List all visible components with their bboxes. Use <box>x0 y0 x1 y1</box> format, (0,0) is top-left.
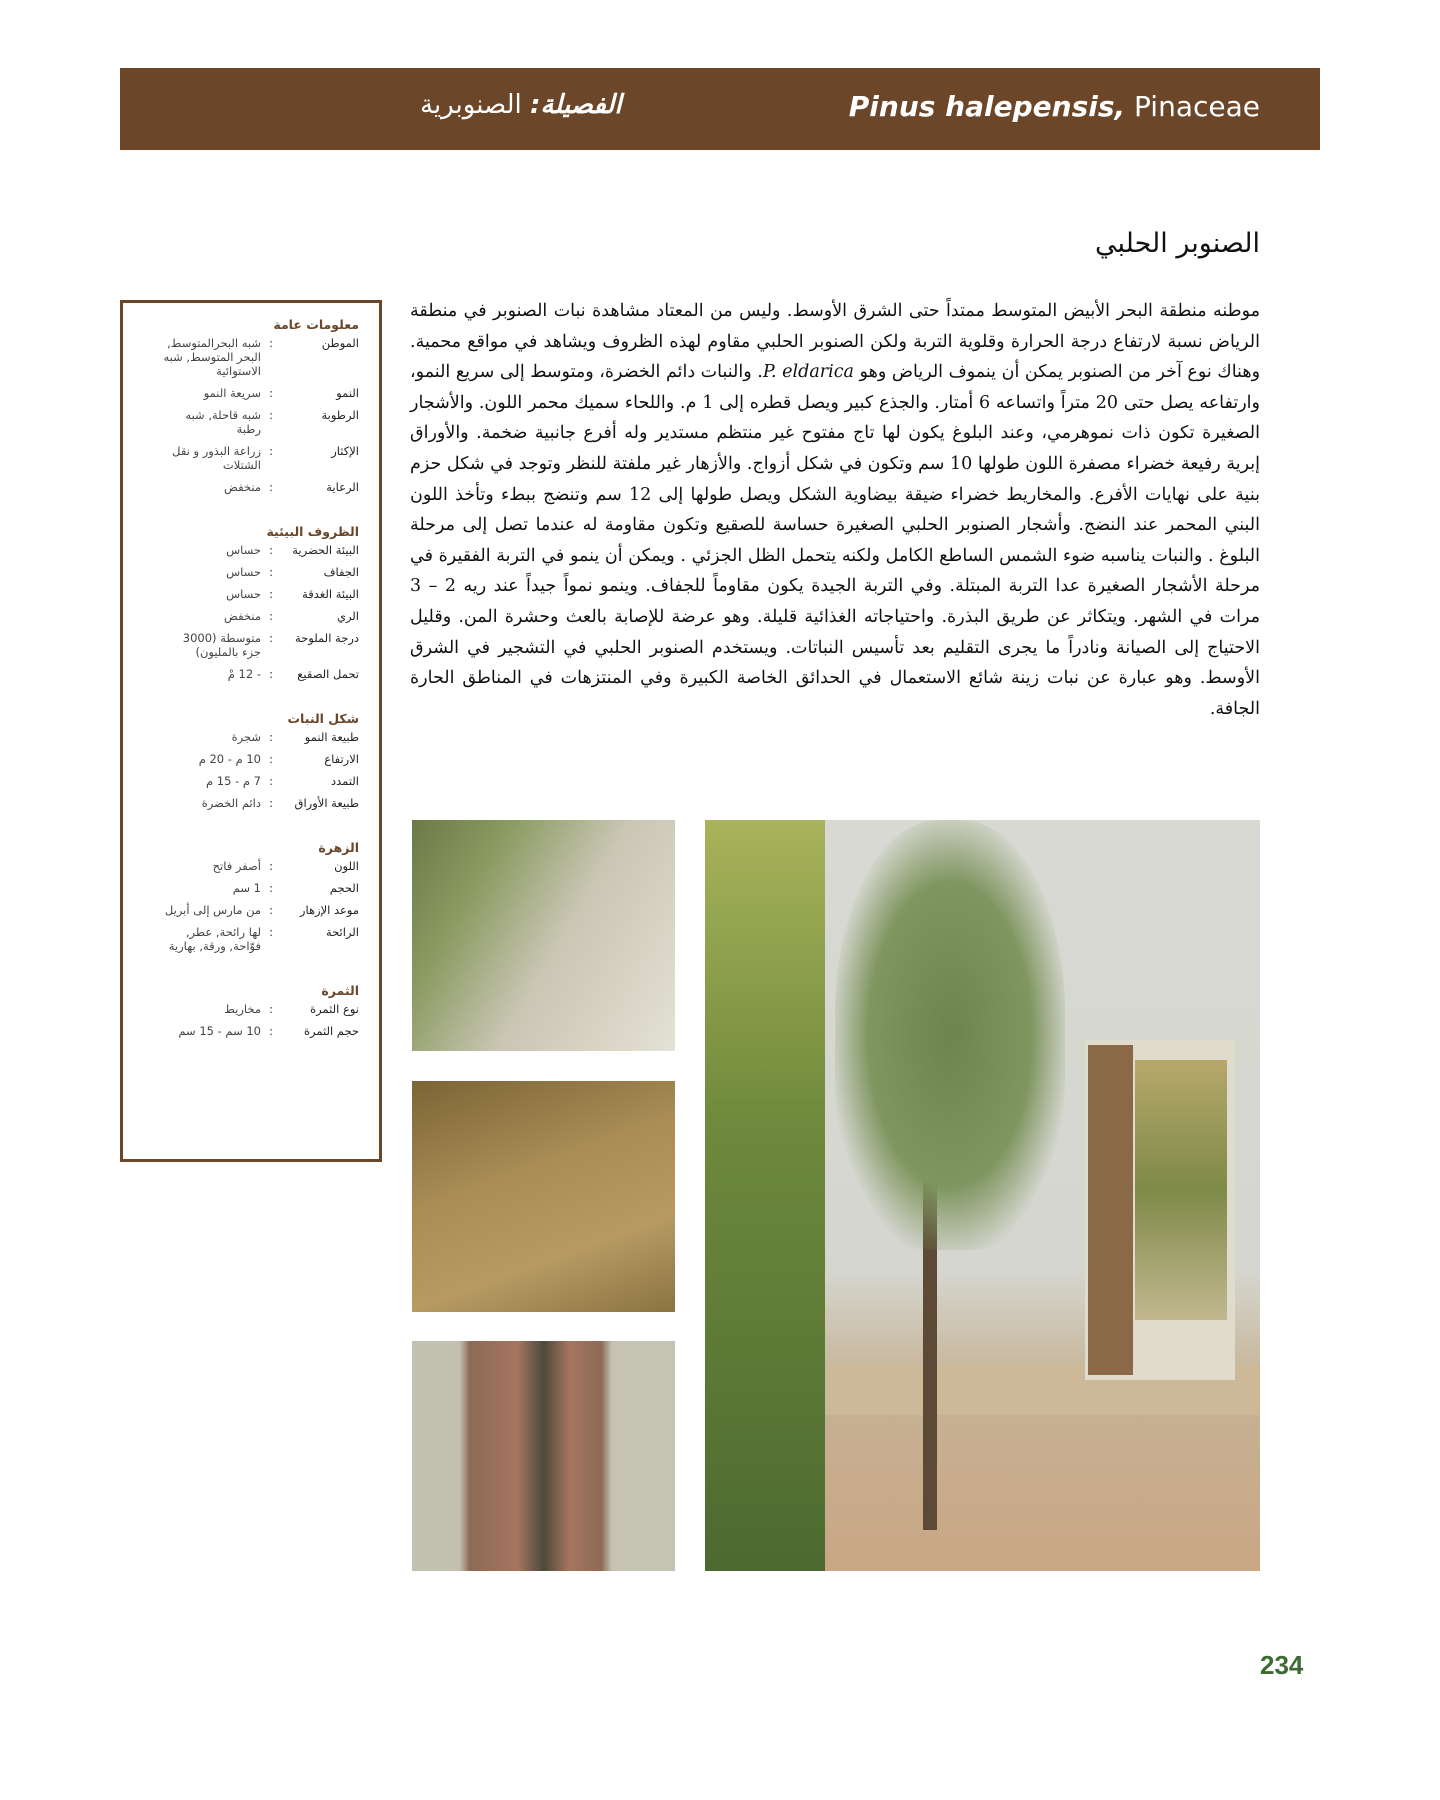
info-value: متوسطة (3000 جزء بالمليون) <box>182 631 261 659</box>
info-value: شبه قاحلة, شبه رطبة <box>185 408 261 436</box>
family-value-ar: الصنوبرية <box>420 90 530 120</box>
photo-pine-branch <box>412 820 675 1051</box>
info-key: النمو <box>336 386 359 400</box>
info-separator: : <box>269 480 273 494</box>
info-key: الحجم <box>329 881 359 895</box>
info-separator: : <box>269 609 273 623</box>
latin-species-name: P. eldarica <box>762 362 854 383</box>
info-separator: : <box>269 587 273 601</box>
info-separator: : <box>269 774 273 788</box>
photo-pine-needles <box>412 1081 675 1312</box>
info-value: حساس <box>226 587 261 601</box>
header-banner <box>120 68 1320 150</box>
section-fruit <box>123 983 379 1038</box>
info-value: من مارس إلى أبريل <box>164 903 261 917</box>
description-paragraph <box>410 296 1260 724</box>
info-row <box>123 408 379 436</box>
wooden-door <box>1088 1045 1133 1375</box>
info-value: منخفض <box>224 609 261 623</box>
info-separator: : <box>269 408 273 422</box>
info-value: أصفر فاتح <box>212 859 261 873</box>
info-value: - 12 مْ <box>227 667 261 681</box>
info-separator: : <box>269 730 273 744</box>
info-key: تحمل الصقيع <box>297 667 359 681</box>
info-separator: : <box>269 336 273 350</box>
plant-info-box <box>120 300 382 1162</box>
section-plant-form <box>123 711 379 810</box>
info-key: طبيعة النمو <box>304 730 359 744</box>
page-number: 234 <box>1260 1650 1304 1680</box>
info-separator: : <box>269 752 273 766</box>
info-row <box>123 386 379 400</box>
page-title: الصنوبر الحلبي <box>1095 228 1260 259</box>
info-separator: : <box>269 543 273 557</box>
info-separator: : <box>269 1002 273 1016</box>
info-value: مخاريط <box>224 1002 261 1016</box>
info-row <box>123 444 379 472</box>
section-flower <box>123 840 379 953</box>
info-value: شبه البحرالمتوسط, البحر المتوسط, شبه الاستوائية <box>163 336 261 378</box>
info-value: شجرة <box>231 730 261 744</box>
photo-pine-bark <box>412 1341 675 1571</box>
info-key: الجفاف <box>323 565 359 579</box>
info-row <box>123 1002 379 1016</box>
photo-pine-tree-courtyard <box>705 820 1260 1571</box>
info-key: البيئة الحضرية <box>292 543 359 557</box>
info-key: طبيعة الأوراق <box>294 796 359 810</box>
info-row <box>123 609 379 623</box>
section-general-info <box>123 317 379 494</box>
info-row <box>123 730 379 744</box>
info-key: موعد الإزهار <box>299 903 359 917</box>
info-row <box>123 774 379 788</box>
info-row <box>123 881 379 895</box>
info-value: سريعة النمو <box>203 386 261 400</box>
info-row <box>123 587 379 601</box>
info-row <box>123 903 379 917</box>
info-value: لها رائحة, عطر, فوّاحة, ورقة, بهارية <box>168 925 261 953</box>
info-row <box>123 565 379 579</box>
info-row <box>123 1024 379 1038</box>
info-value: دائم الخضرة <box>201 796 261 810</box>
doorway-view <box>1135 1060 1227 1320</box>
info-separator: : <box>269 667 273 681</box>
info-separator: : <box>269 881 273 895</box>
info-key: البيئة الغدقة <box>302 587 359 601</box>
family-heading-ar <box>420 90 622 120</box>
info-row <box>123 752 379 766</box>
info-separator: : <box>269 565 273 579</box>
family-label-ar: الفصيلة: <box>530 90 622 120</box>
info-row <box>123 667 379 681</box>
info-key: اللون <box>334 859 359 873</box>
info-separator: : <box>269 925 273 939</box>
info-separator: : <box>269 1024 273 1038</box>
info-key: نوع الثمرة <box>310 1002 359 1016</box>
info-key: درجة الملوحة <box>295 631 359 645</box>
section-title: الثمرة <box>321 983 359 998</box>
info-row <box>123 859 379 873</box>
info-value: 1 سم <box>232 881 261 895</box>
info-key: الإكثار <box>331 444 359 458</box>
info-row <box>123 631 379 659</box>
section-environmental-conditions <box>123 524 379 681</box>
family-name-en: Pinaceae <box>1125 90 1260 123</box>
section-title: معلومات عامة <box>273 317 359 332</box>
info-key: الرائحة <box>325 925 359 939</box>
info-value: منخفض <box>224 480 261 494</box>
info-value: 7 م - 15 م <box>206 774 261 788</box>
scientific-name: Pinus halepensis, <box>848 90 1126 123</box>
info-key: حجم الثمرة <box>303 1024 359 1038</box>
info-value: حساس <box>226 543 261 557</box>
section-title: الظروف البيئية <box>266 524 359 539</box>
description-part-2: . والنبات دائم الخضرة، ومتوسط إلى سريع النمو، وارتفاعه يصل حتى 20 متراً واتساعه 6 أمتار. والجذع كبير ويصل قطره إلى 1 م. واللحاء سميك محمر اللون. والأشجار الصغيرة تكون ذات نموهرمي، وعند البلوغ يكون لها تاج مفتوح غير منتظم مستدير وله أفرع جانبية ضخمة. والأوراق إبرية رفيعة خضراء مصفرة اللون طولها 10 سم وتكون في شكل أزواج. والأزهار غير ملفتة للنظر وتوجد في شكل حزم بنية على نهايات الأفرع. والمخاريط خضراء ضيقة بيضاوية الشكل ويصل طولها إلى 12 سم وتنضج ببطء وتأخذ اللون البني المحمر عند النضج. وأشجار الصنوبر الحلبي الصغيرة حساسة للصقيع وتكون مقاومة له عندما تصل إلى مرحلة البلوغ . والنبات يناسبه ضوء الشمس الساطع الكامل ولكنه يتحمل الظل الجزئي . ويمكن أن ينمو في التربة الفقيرة في مرحلة الأشجار الصغيرة عدا التربة المبتلة. وفي التربة الجيدة يكون مقاوماً للجفاف. وينمو نمواً جيداً عند ريه 2 – 3 مرات في الشهر. ويتكاثر عن طريق البذرة. واحتياجاته الغذائية قليلة. وهو عرضة للإصابة بالعث وحشرة المن. وقليل الاحتياج إلى الصيانة ونادراً ما يجرى التقليم بعد تأسيس النباتات. ويستخدم الصنوبر الحلبي في التشجير في الشرق الأوسط. وهو عبارة عن نبات زينة شائع الاستعمال في الحدائق الخاصة الكبيرة وفي المنتزهات في المناطق الحارة الجافة. <box>410 362 1260 719</box>
info-key: الرطوبة <box>321 408 359 422</box>
info-separator: : <box>269 444 273 458</box>
info-row <box>123 543 379 557</box>
info-value: 10 م - 20 م <box>198 752 261 766</box>
info-separator: : <box>269 903 273 917</box>
info-separator: : <box>269 386 273 400</box>
section-title: شكل النبات <box>287 711 359 726</box>
info-key: الرعاية <box>326 480 359 494</box>
scientific-name-heading <box>849 90 1260 123</box>
info-row <box>123 796 379 810</box>
description-part-1: موطنه منطقة البحر الأبيض المتوسط ممتداً حتى الشرق الأوسط. وليس من المعتاد مشاهدة نبات الصنوبر في منطقة الرياض نسبة لارتفاع درجة الحرارة وقلوية التربة ولكن الصنوبر الحلبي مقاوم لهذه الظروف ويشاهد في مواقع محمية. وهناك نوع آخر من الصنوبر يمكن أن ينموف الرياض وهو <box>410 301 1261 383</box>
info-key: التمدد <box>331 774 359 788</box>
info-separator: : <box>269 859 273 873</box>
info-row <box>123 925 379 953</box>
shrub-shape <box>705 820 825 1571</box>
info-key: الري <box>336 609 359 623</box>
info-row <box>123 480 379 494</box>
info-separator: : <box>269 631 273 645</box>
info-key: الموطن <box>321 336 359 350</box>
info-row <box>123 336 379 378</box>
tree-crown <box>835 820 1065 1250</box>
info-value: حساس <box>226 565 261 579</box>
info-value: زراعة البذور و نقل الشتلات <box>172 444 261 472</box>
section-title: الزهرة <box>318 840 359 855</box>
info-key: الارتفاع <box>324 752 359 766</box>
info-separator: : <box>269 796 273 810</box>
info-value: 10 سم - 15 سم <box>178 1024 261 1038</box>
